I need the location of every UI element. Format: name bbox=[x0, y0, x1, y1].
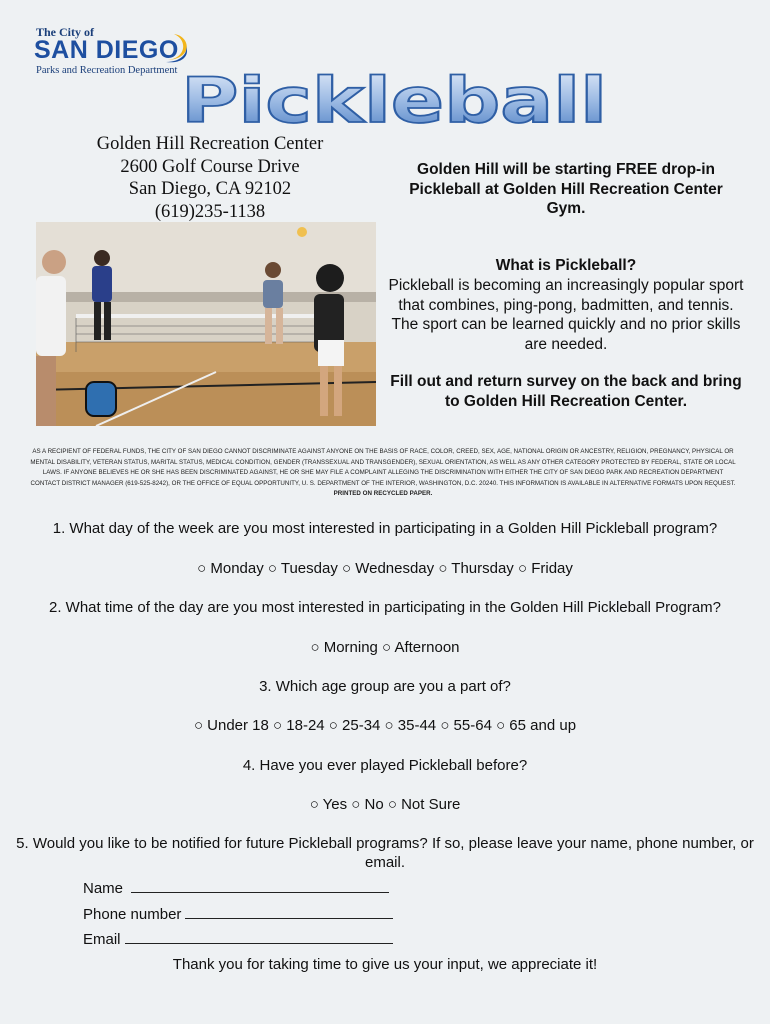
return-survey-note: Fill out and return survey on the back and bring to Golden Hill Recreation Center. bbox=[390, 373, 742, 410]
address-block bbox=[60, 133, 360, 223]
phone-line[interactable] bbox=[185, 904, 393, 919]
email-field[interactable] bbox=[83, 929, 393, 948]
what-is-body: Pickleball is becoming an increasingly popular sport that combines, ping-pong, badmitten, and tennis. The sport can be learned quickly and no prior skills are needed. bbox=[388, 277, 744, 353]
center-name: Golden Hill Recreation Center bbox=[96, 134, 324, 154]
question-3: 3. Which age group are you a part of? bbox=[259, 678, 511, 695]
recycled-note: PRINTED ON RECYCLED PAPER. bbox=[333, 490, 433, 498]
nondiscrimination-notice bbox=[30, 447, 736, 500]
question-5: 5. Would you like to be notified for future Pickleball programs? If so, please leave your name, phone number, or email. bbox=[16, 835, 754, 871]
thank-you-note: Thank you for taking time to give us your input, we appreciate it! bbox=[172, 956, 598, 973]
pickleball-photo bbox=[36, 222, 376, 426]
page-title bbox=[178, 66, 610, 130]
question-4-options[interactable]: ○ Yes ○ No ○ Not Sure bbox=[309, 796, 461, 813]
logo-san-diego: SAN DIEGO bbox=[34, 36, 179, 64]
svg-text:Pickleball: Pickleball bbox=[181, 66, 607, 130]
question-4: 4. Have you ever played Pickleball before? bbox=[242, 757, 528, 774]
logo-wave-icon bbox=[164, 30, 192, 66]
phone-number: (619)235-1138 bbox=[154, 201, 266, 222]
phone-label: Phone number bbox=[83, 906, 182, 923]
logo-city-of: The City of bbox=[36, 25, 94, 39]
city-state-zip: San Diego, CA 92102 bbox=[128, 179, 292, 199]
disclaimer-text: AS A RECIPIENT OF FEDERAL FUNDS, THE CITY OF SAN DIEGO CANNOT DISCRIMINATE AGAINST ANYONE ON THE BASIS OF RACE, COLOR, CREED, SEX, AGE, NATIONAL ORIGIN OR ANCESTRY, RELIGION, PREGNANCY, PHYSICAL OR MENTAL DISABILITY, VETERAN STATUS, MARITAL STATUS, MEDICAL CONDITION, GENDER (TRANSSEXUAL AND TRANSGENDER), SEXUAL ORIENTATION, AS WELL AS ANY OTHER CATEGORY PROTECTED BY FEDERAL, STATE OR LOCAL LAWS. IF ANYONE BELIEVES HE OR SHE HAS BEEN DISCRIMINATED AGAINST, HE OR SHE MAY FILE A COMPLAINT ALLEGING THE DISCRIMINATION WITH EITHER THE CITY OF SAN DIEGO PARK AND RECREATION DEPARTMENT CONTACT DISTRICT MANAGER (619-525-8242), OR THE OFFICE OF EQUAL OPPORTUNITY, U. S. DEPARTMENT OF THE INTERIOR, WASHINGTON, D.C. 20240. THIS INFORMATION IS AVAILABLE IN ALTERNATIVE FORMATS UPON REQUEST. bbox=[30, 448, 736, 487]
question-3-options[interactable]: ○ Under 18 ○ 18-24 ○ 25-34 ○ 35-44 ○ 55-64 ○ 65 and up bbox=[193, 717, 577, 734]
email-line[interactable] bbox=[125, 929, 393, 944]
what-is-heading: What is Pickleball? bbox=[495, 257, 637, 274]
name-field[interactable] bbox=[83, 878, 389, 897]
announcement: Golden Hill will be starting FREE drop-in Pickleball at Golden Hill Recreation Center Gym. bbox=[409, 161, 723, 217]
phone-field[interactable] bbox=[83, 904, 393, 923]
email-label: Email bbox=[83, 931, 121, 948]
street-address: 2600 Golf Course Drive bbox=[120, 156, 300, 177]
question-1: 1. What day of the week are you most interested in participating in a Golden Hill Pickleball program? bbox=[52, 520, 718, 537]
question-2: 2. What time of the day are you most interested in participating in the Golden Hill Pickleball Program? bbox=[49, 599, 721, 616]
city-logo bbox=[34, 22, 194, 82]
logo-department: Parks and Recreation Department bbox=[36, 65, 178, 76]
question-1-options[interactable]: ○ Monday ○ Tuesday ○ Wednesday ○ Thursday ○ Friday bbox=[197, 560, 573, 577]
question-2-options[interactable]: ○ Morning ○ Afternoon bbox=[310, 639, 460, 656]
name-label: Name bbox=[83, 880, 124, 897]
name-line[interactable] bbox=[131, 878, 389, 893]
